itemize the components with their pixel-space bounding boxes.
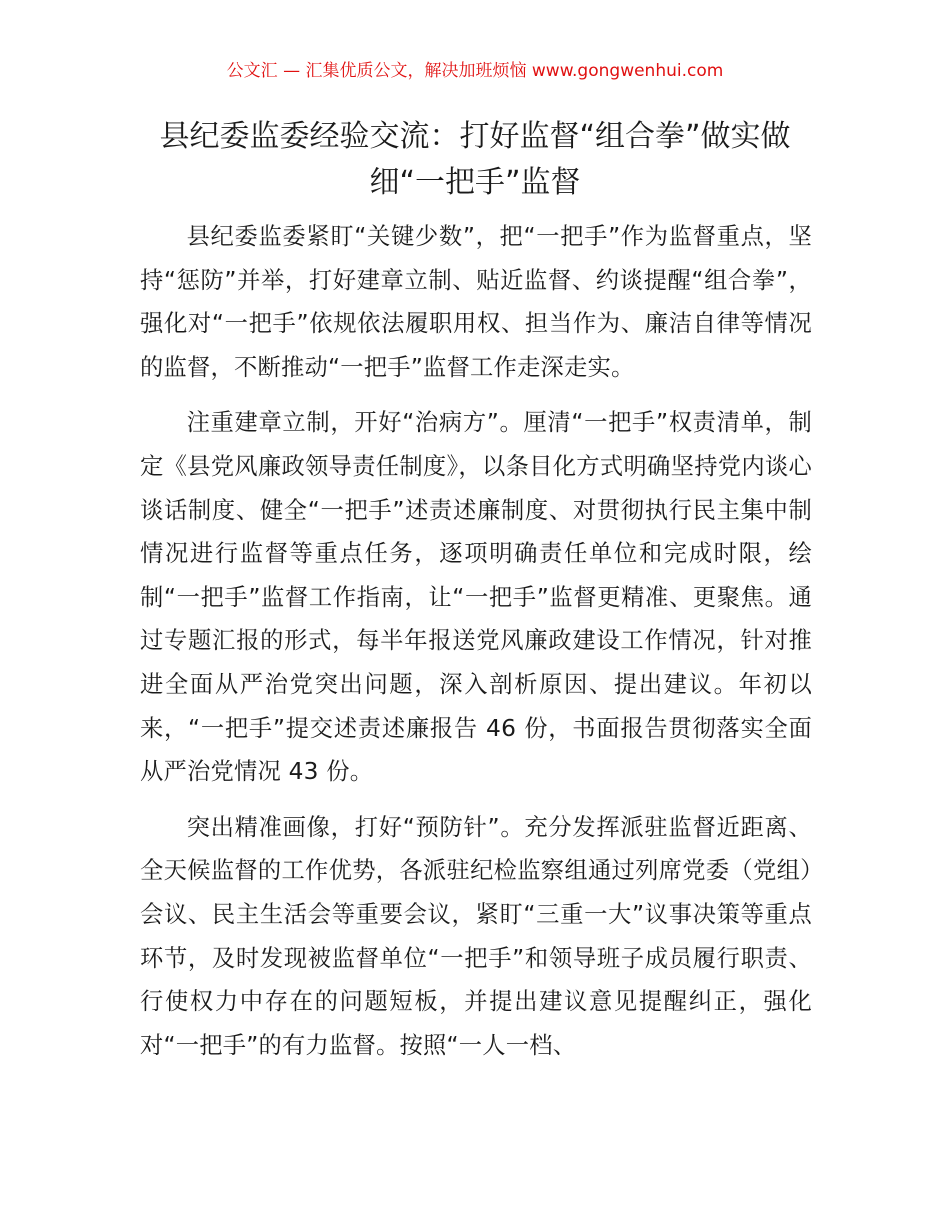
paragraph-portrait: 突出精准画像，打好“预防针”。充分发挥派驻监督近距离、全天候监督的工作优势，各派驻纪检监察组通过列席党委（党组）会议、民主生活会等重要会议，紧盯“三重一大”议事决策等重点环节，及时发现被监督单位“一把手”和领导班子成员履行职责、行使权力中存在的问题短板，并提出建议意见提醒纠正，强化对“一把手”的有力监督。按照“一人一档、 (140, 813, 812, 1059)
paragraph-intro: 县纪委监委紧盯“关键少数”，把“一把手”作为监督重点，坚持“惩防”并举，打好建章立制、贴近监督、约谈提醒“组合拳”，强化对“一把手”依规依法履职用权、担当作为、廉洁自律等情况的监督，不断推动“一把手”监督工作走深走实。 (140, 223, 812, 381)
document-body (140, 215, 812, 1079)
header-banner: 公文汇 — 汇集优质公文，解决加班烦恼 www.gongwenhui.com (226, 61, 724, 81)
document-title: 县纪委监委经验交流：打好监督“组合拳”做实做细“一把手”监督 (159, 119, 791, 200)
paragraph-rules: 注重建章立制，开好“治病方”。厘清“一把手”权责清单，制定《县党风廉政领导责任制度》，以条目化方式明确坚持党内谈心谈话制度、健全“一把手”述责述廉制度、对贯彻执行民主集中制情况进行监督等重点任务，逐项明确责任单位和完成时限，绘制“一把手”监督工作指南，让“一把手”监督更精准、更聚焦。通过专题汇报的形式，每半年报送党风廉政建设工作情况，针对推进全面从严治党突出问题，深入剖析原因、提出建议。年初以来，“一把手”提交述责述廉报告 46 份，书面报告贯彻落实全面从严治党情况 43 份。 (140, 409, 812, 786)
